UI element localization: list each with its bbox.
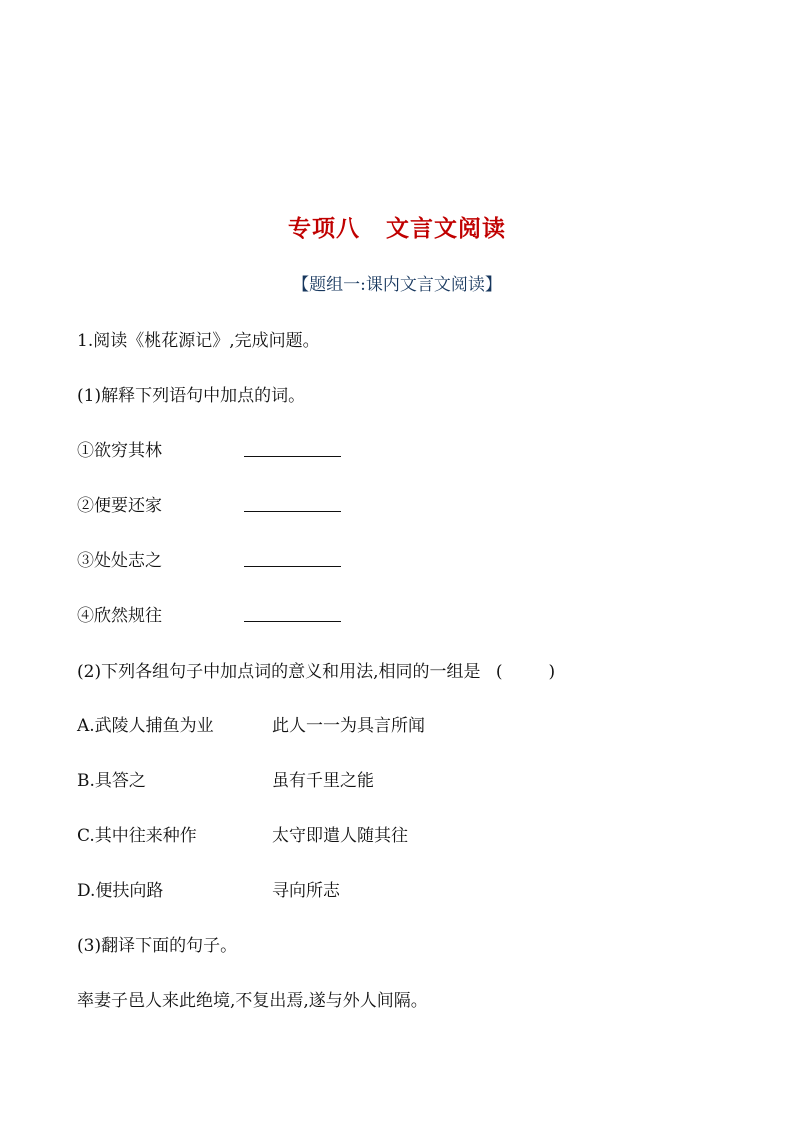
word-item-2: ②便要还家 [77, 496, 162, 516]
option-b-right: 虽有千里之能 [272, 771, 374, 791]
title-part-2: 文言文阅读 [386, 216, 506, 242]
page-title [0, 210, 794, 243]
option-d-left: D.便扶向路 [77, 881, 164, 901]
title-part-1: 专项八 [288, 216, 360, 242]
word-item-4: ④欣然规往 [77, 606, 162, 626]
word-item-1: ①欲穷其林 [77, 441, 162, 461]
option-a-left: A.武陵人捕鱼为业 [77, 716, 214, 736]
translation-sentence: 率妻子邑人来此绝境,不复出焉,遂与外人间隔。 [77, 991, 428, 1011]
word-item-3: ③处处志之 [77, 551, 162, 571]
option-b-left: B.具答之 [77, 771, 146, 791]
answer-blank-3 [244, 566, 341, 567]
option-c-left: C.其中往来种作 [77, 826, 197, 846]
option-a-right: 此人一一为具言所闻 [272, 716, 425, 736]
answer-paren-open: ( [495, 662, 503, 682]
question-1-stem: 1.阅读《桃花源记》,完成问题。 [77, 331, 320, 351]
subquestion-2-text: (2)下列各组句子中加点词的意义和用法,相同的一组是 [77, 662, 481, 682]
option-d-right: 寻向所志 [272, 881, 340, 901]
section-subtitle: 【题组一:课内文言文阅读】 [292, 275, 502, 295]
subquestion-2-prompt [77, 657, 555, 682]
subquestion-3-prompt: (3)翻译下面的句子。 [77, 936, 238, 956]
option-c-right: 太守即遣人随其往 [272, 826, 408, 846]
answer-blank-1 [244, 456, 341, 457]
answer-blank-4 [244, 621, 341, 622]
subquestion-1-prompt: (1)解释下列语句中加点的词。 [77, 386, 306, 406]
answer-paren-close: ) [548, 662, 556, 682]
answer-blank-2 [244, 511, 341, 512]
